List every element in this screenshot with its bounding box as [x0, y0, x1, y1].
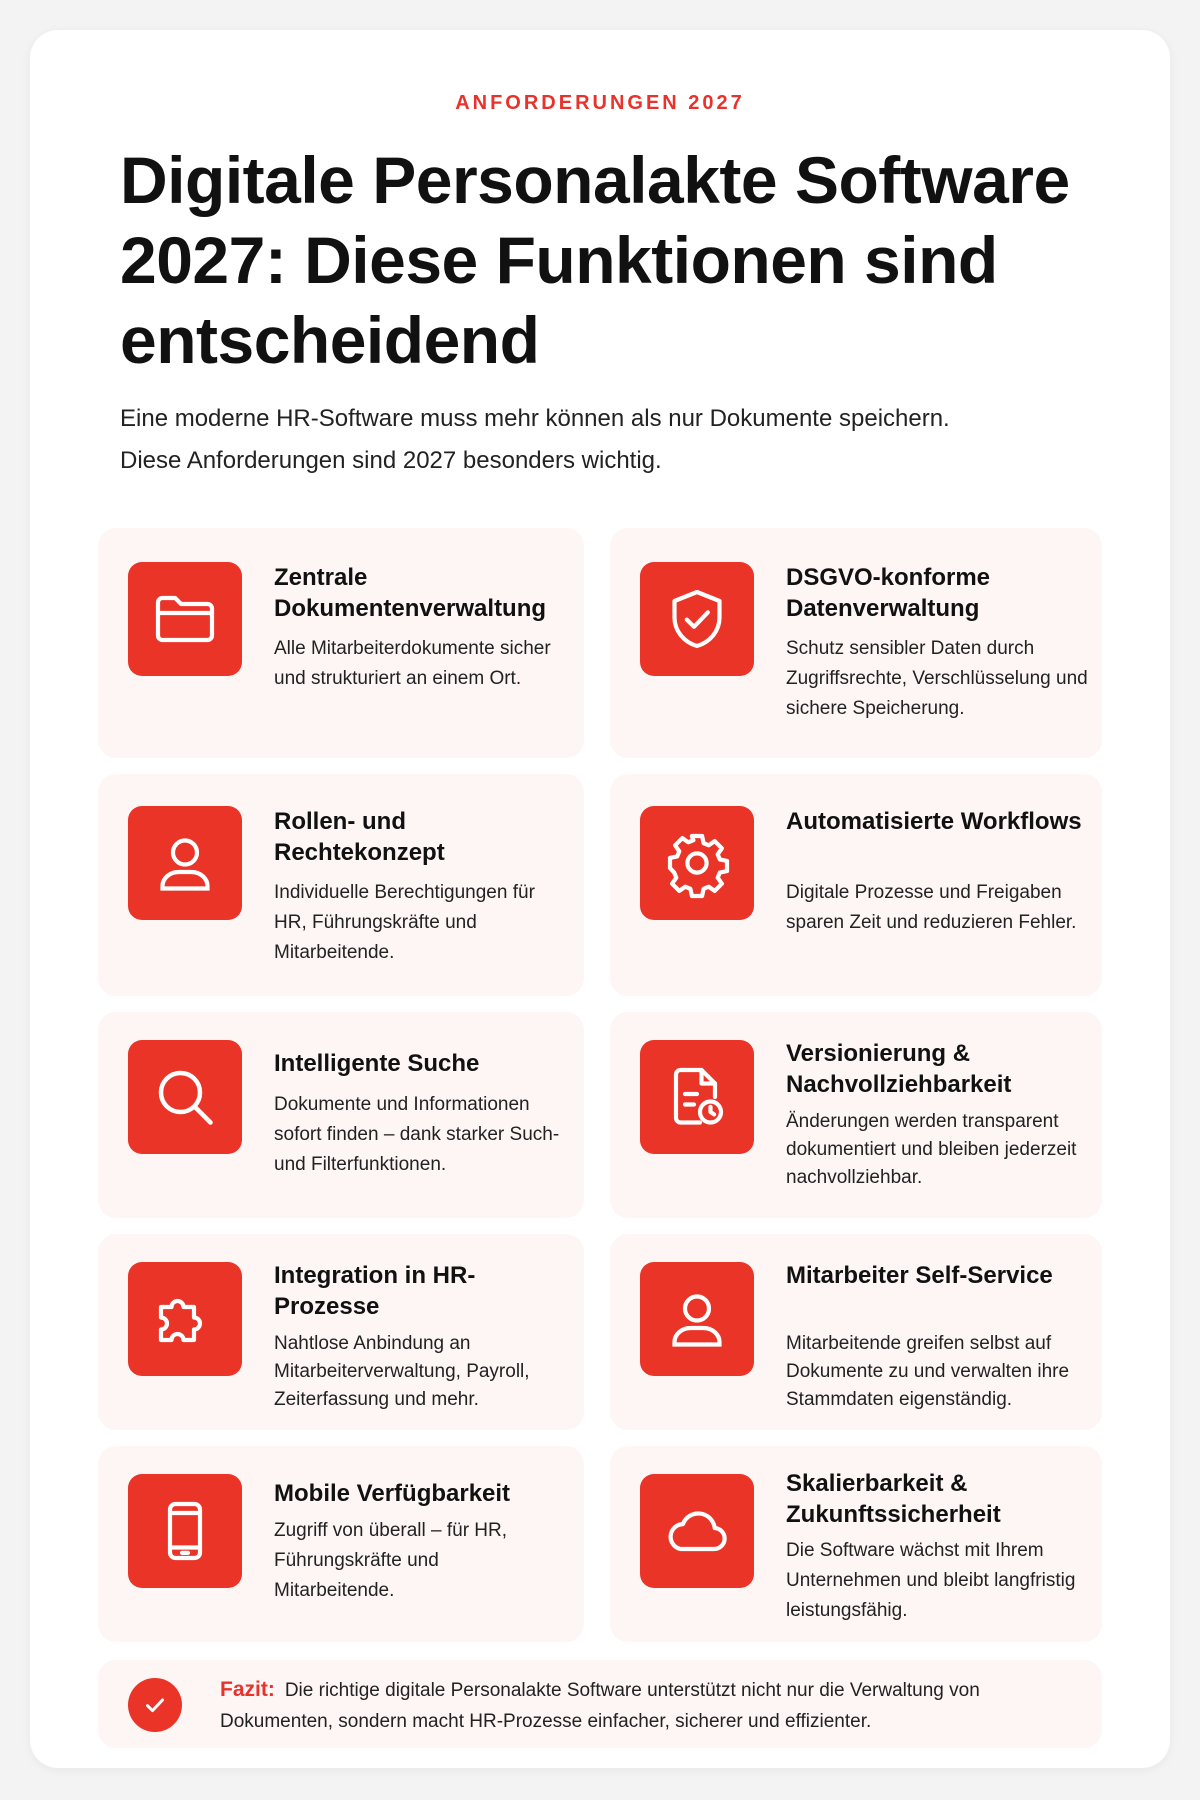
smartphone-icon: [128, 1474, 242, 1588]
feature-card-scalability: [610, 1446, 1102, 1642]
feature-description: Die Software wächst mit Ihrem Unternehmen und bleibt langfristig leistungsfähig.: [786, 1540, 1076, 1621]
feature-card-document-management: [98, 528, 584, 758]
document-clock-icon: [640, 1040, 754, 1154]
feature-description: Mitarbeitende greifen selbst auf Dokumente zu und verwalten ihre Stammdaten eigenständig.: [786, 1333, 1070, 1410]
feature-description: Nahtlose Anbindung an Mitarbeiterverwaltung, Payroll, Zeiterfassung und mehr.: [274, 1333, 530, 1410]
feature-title: Automatisierte Workflows: [786, 808, 1082, 835]
eyebrow-label: ANFORDERUNGEN 2027: [455, 92, 745, 114]
user-icon: [640, 1262, 754, 1376]
intro-line-2: Diese Anforderungen sind 2027 besonders wichtig.: [120, 447, 662, 474]
feature-card-self-service: [610, 1234, 1102, 1430]
feature-description: Individuelle Berechtigungen für HR, Führungskräfte und Mitarbeitende.: [274, 882, 535, 963]
page-title: Digitale Personalakte Software 2027: Diese Funktionen sind entscheidend: [120, 143, 1070, 377]
cloud-icon: [640, 1474, 754, 1588]
feature-title: Integration in HR-Prozesse: [274, 1262, 476, 1320]
feature-card-gdpr: [610, 528, 1102, 758]
shield-check-icon: [640, 562, 754, 676]
feature-description: Schutz sensibler Daten durch Zugriffsrechte, Verschlüsselung und sichere Speicherung.: [786, 638, 1088, 719]
conclusion-text: [220, 1674, 1080, 1737]
feature-title: DSGVO-konforme Datenverwaltung: [786, 564, 991, 622]
conclusion-box: [98, 1660, 1102, 1748]
feature-description: Alle Mitarbeiterdokumente sicher und strukturiert an einem Ort.: [274, 638, 551, 689]
feature-description: Änderungen werden transparent dokumentiert und bleiben jederzeit nachvollziehbar.: [786, 1111, 1077, 1188]
conclusion-label: Fazit:: [220, 1678, 275, 1701]
feature-card-workflows: [610, 774, 1102, 996]
feature-card-integration: [98, 1234, 584, 1430]
intro-line-1: Eine moderne HR-Software muss mehr können als nur Dokumente speichern.: [120, 405, 950, 432]
feature-description: Dokumente und Informationen sofort finden – dank starker Such- und Filterfunktionen.: [274, 1094, 560, 1175]
search-icon: [128, 1040, 242, 1154]
feature-description: Zugriff von überall – für HR, Führungskräfte und Mitarbeitende.: [274, 1520, 508, 1601]
feature-title: Intelligente Suche: [274, 1050, 480, 1077]
feature-title: Mobile Verfügbarkeit: [274, 1480, 511, 1507]
folder-icon: [128, 562, 242, 676]
feature-title: Mitarbeiter Self-Service: [786, 1262, 1053, 1289]
feature-description: Digitale Prozesse und Freigaben sparen Zeit und reduzieren Fehler.: [786, 882, 1077, 933]
feature-card-mobile: [98, 1446, 584, 1642]
gear-icon: [640, 806, 754, 920]
puzzle-icon: [128, 1262, 242, 1376]
check-icon: [128, 1678, 182, 1732]
feature-title: Rollen- und Rechtekonzept: [274, 808, 445, 866]
feature-title: Skalierbarkeit & Zukunftssicherheit: [786, 1470, 1001, 1528]
feature-card-versioning: [610, 1012, 1102, 1218]
feature-card-roles: [98, 774, 584, 996]
feature-card-search: [98, 1012, 584, 1218]
feature-title: Versionierung & Nachvollziehbarkeit: [786, 1040, 1012, 1098]
conclusion-body: Die richtige digitale Personalakte Software unterstützt nicht nur die Verwaltung von Dokumenten, sondern macht HR-Prozesse einfacher, sicherer und effizienter.: [220, 1680, 980, 1732]
intro-text: [120, 398, 1080, 482]
feature-title: Zentrale Dokumentenverwaltung: [274, 564, 547, 622]
user-icon: [128, 806, 242, 920]
